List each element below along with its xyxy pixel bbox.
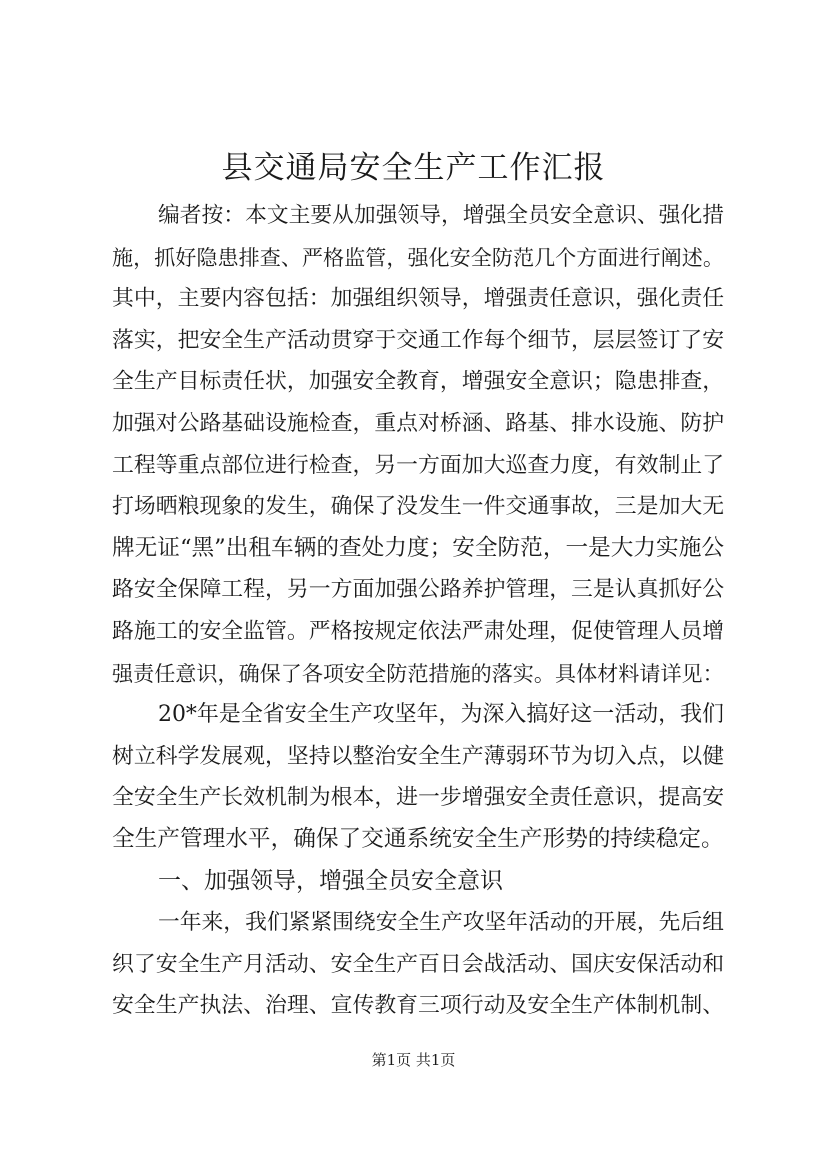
text-line: 加强对公路基础设施检查，重点对桥涵、路基、排水设施、防护 [112, 410, 725, 436]
text-line: 织了安全生产月活动、安全生产百日会战活动、国庆安保活动和 [112, 951, 725, 977]
page-number-footer: 第1页 共1页 [371, 1051, 456, 1069]
text-line: 一年来，我们紧紧围绕安全生产攻坚年活动的开展，先后组 [158, 910, 724, 936]
document-title: 县交通局安全生产工作汇报 [221, 150, 606, 186]
text-line: 牌无证“黑”出租车辆的查处力度；安全防范，一是大力实施公 [112, 534, 724, 561]
text-line: 落实，把安全生产活动贯穿于交通工作每个细节，层层签订了安 [112, 327, 725, 353]
text-line: 全生产管理水平，确保了交通系统安全生产形势的持续稳定。 [112, 825, 724, 852]
text-line: 20*年是全省安全生产攻坚年，为深入搞好这一活动，我们 [158, 702, 724, 728]
document-body [112, 195, 724, 1027]
paragraph-section-one [112, 902, 724, 1027]
text-line: 全安全生产长效机制为根本，进一步增强安全责任意识，提高安 [112, 785, 725, 811]
text-line: 其中，主要内容包括：加强组织领导，增强责任意识，强化责任 [112, 286, 725, 312]
text-line: 树立科学发展观，坚持以整治安全生产薄弱环节为切入点，以健 [112, 743, 725, 769]
text-line: 打场晒粮现象的发生，确保了没发生一件交通事故，三是加大无 [112, 494, 725, 520]
paragraph-intro [112, 694, 724, 860]
text-line: 路施工的安全监管。严格按规定依法严肃处理，促使管理人员增 [112, 618, 725, 644]
section-heading [112, 861, 724, 903]
text-line: 全生产目标责任状，加强安全教育，增强安全意识；隐患排查， [112, 369, 725, 395]
text-line: 施，抓好隐患排查、严格监管，强化安全防范几个方面进行阐述。 [112, 244, 724, 270]
text-line: 安全生产执法、治理、宣传教育三项行动及安全生产体制机制、 [112, 993, 725, 1019]
text-line: 工程等重点部位进行检查，另一方面加大巡查力度，有效制止了 [112, 452, 725, 478]
paragraph-editor-note [112, 195, 724, 694]
text-line: 强责任意识，确保了各项安全防范措施的落实。具体材料请详见： [112, 660, 724, 686]
text-line: 编者按：本文主要从加强领导，增强全员安全意识、强化措 [158, 203, 724, 228]
text-line: 路安全保障工程，另一方面加强公路养护管理，三是认真抓好公 [112, 577, 725, 603]
text-line: 一、加强领导，增强全员安全意识 [158, 867, 503, 894]
